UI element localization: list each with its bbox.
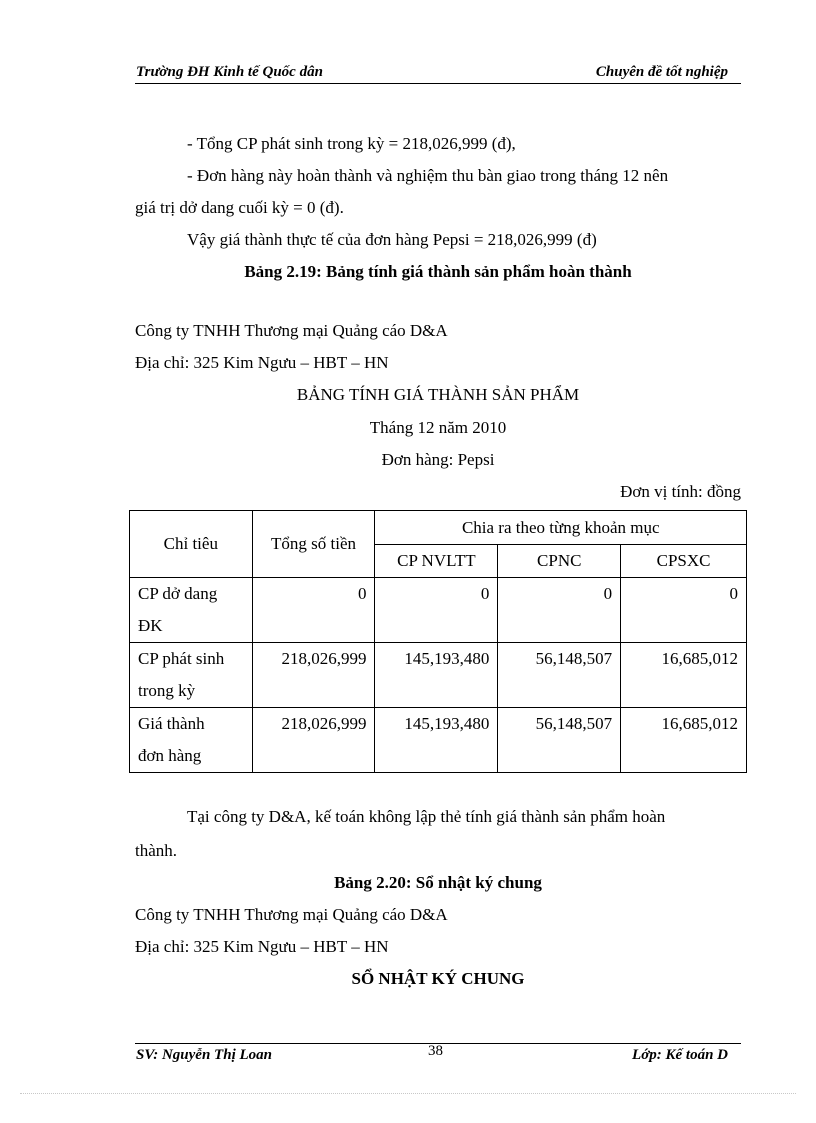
row-cpnc: 56,148,507 xyxy=(498,643,621,708)
journal-title: SỔ NHẬT KÝ CHUNG xyxy=(351,969,525,988)
header-cpnc: CPNC xyxy=(498,545,621,578)
row-label: CP dở dang ĐK xyxy=(130,578,253,643)
sheet-title: BẢNG TÍNH GIÁ THÀNH SẢN PHẨM xyxy=(296,385,580,404)
row-total: 218,026,999 xyxy=(252,643,375,708)
company-address-2: Địa chỉ: 325 Kim Ngưu – HBT – HN xyxy=(135,937,389,956)
row-cpnc: 0 xyxy=(498,578,621,643)
paragraph-no-cost-card-2: thành. xyxy=(135,841,178,860)
row-cpnc: 56,148,507 xyxy=(498,708,621,773)
company-name: Công ty TNHH Thương mại Quảng cáo D&A xyxy=(135,321,448,340)
row-label: Giá thành đơn hàng xyxy=(130,708,253,773)
row-label: CP phát sinh trong kỳ xyxy=(130,643,253,708)
table-header-row xyxy=(130,511,747,545)
paragraph-total-cost: - Tổng CP phát sinh trong kỳ = 218,026,999 (đ), xyxy=(187,134,516,153)
header-indicator: Chỉ tiêu xyxy=(130,511,253,578)
unit-label: Đơn vị tính: đồng xyxy=(620,482,741,501)
footer-student: SV: Nguyễn Thị Loan xyxy=(136,1047,272,1063)
paragraph-order-complete-1: - Đơn hàng này hoàn thành và nghiệm thu bàn giao trong tháng 12 nên xyxy=(187,166,669,185)
row-total: 218,026,999 xyxy=(252,708,375,773)
company-address: Địa chỉ: 325 Kim Ngưu – HBT – HN xyxy=(135,353,389,372)
row-nvltt: 0 xyxy=(375,578,498,643)
row-cpsxc: 16,685,012 xyxy=(621,643,747,708)
row-total: 0 xyxy=(252,578,375,643)
row-cpsxc: 0 xyxy=(621,578,747,643)
header-split: Chia ra theo từng khoản mục xyxy=(375,511,747,545)
paragraph-order-complete-2: giá trị dở dang cuối kỳ = 0 (đ). xyxy=(135,198,344,217)
header-cpsxc: CPSXC xyxy=(621,545,747,578)
table-caption-2-19: Bảng 2.19: Bảng tính giá thành sản phẩm hoàn thành xyxy=(244,262,632,281)
header-total: Tổng số tiền xyxy=(252,511,375,578)
company-name-2: Công ty TNHH Thương mại Quảng cáo D&A xyxy=(135,905,448,924)
row-cpsxc: 16,685,012 xyxy=(621,708,747,773)
page-number: 38 xyxy=(428,1043,443,1059)
footer-class: Lớp: Kế toán D xyxy=(632,1047,728,1063)
header-school: Trường ĐH Kinh tế Quốc dân xyxy=(136,64,323,80)
page-edge-divider xyxy=(20,1093,796,1094)
table-row xyxy=(130,578,747,643)
paragraph-no-cost-card-1: Tại công ty D&A, kế toán không lập thẻ tính giá thành sản phẩm hoàn xyxy=(187,807,666,826)
header-report-type: Chuyên đề tốt nghiệp xyxy=(595,64,728,80)
table-row xyxy=(130,643,747,708)
row-nvltt: 145,193,480 xyxy=(375,643,498,708)
table-row xyxy=(130,708,747,773)
paragraph-actual-cost: Vậy giá thành thực tế của đơn hàng Pepsi = 218,026,999 (đ) xyxy=(187,230,597,249)
header-rule xyxy=(135,83,741,84)
header-nvltt: CP NVLTT xyxy=(375,545,498,578)
row-nvltt: 145,193,480 xyxy=(375,708,498,773)
cost-table xyxy=(129,510,747,773)
table-caption-2-20: Bảng 2.20: Sổ nhật ký chung xyxy=(334,873,542,892)
sheet-order: Đơn hàng: Pepsi xyxy=(381,450,495,469)
sheet-month: Tháng 12 năm 2010 xyxy=(369,418,507,437)
